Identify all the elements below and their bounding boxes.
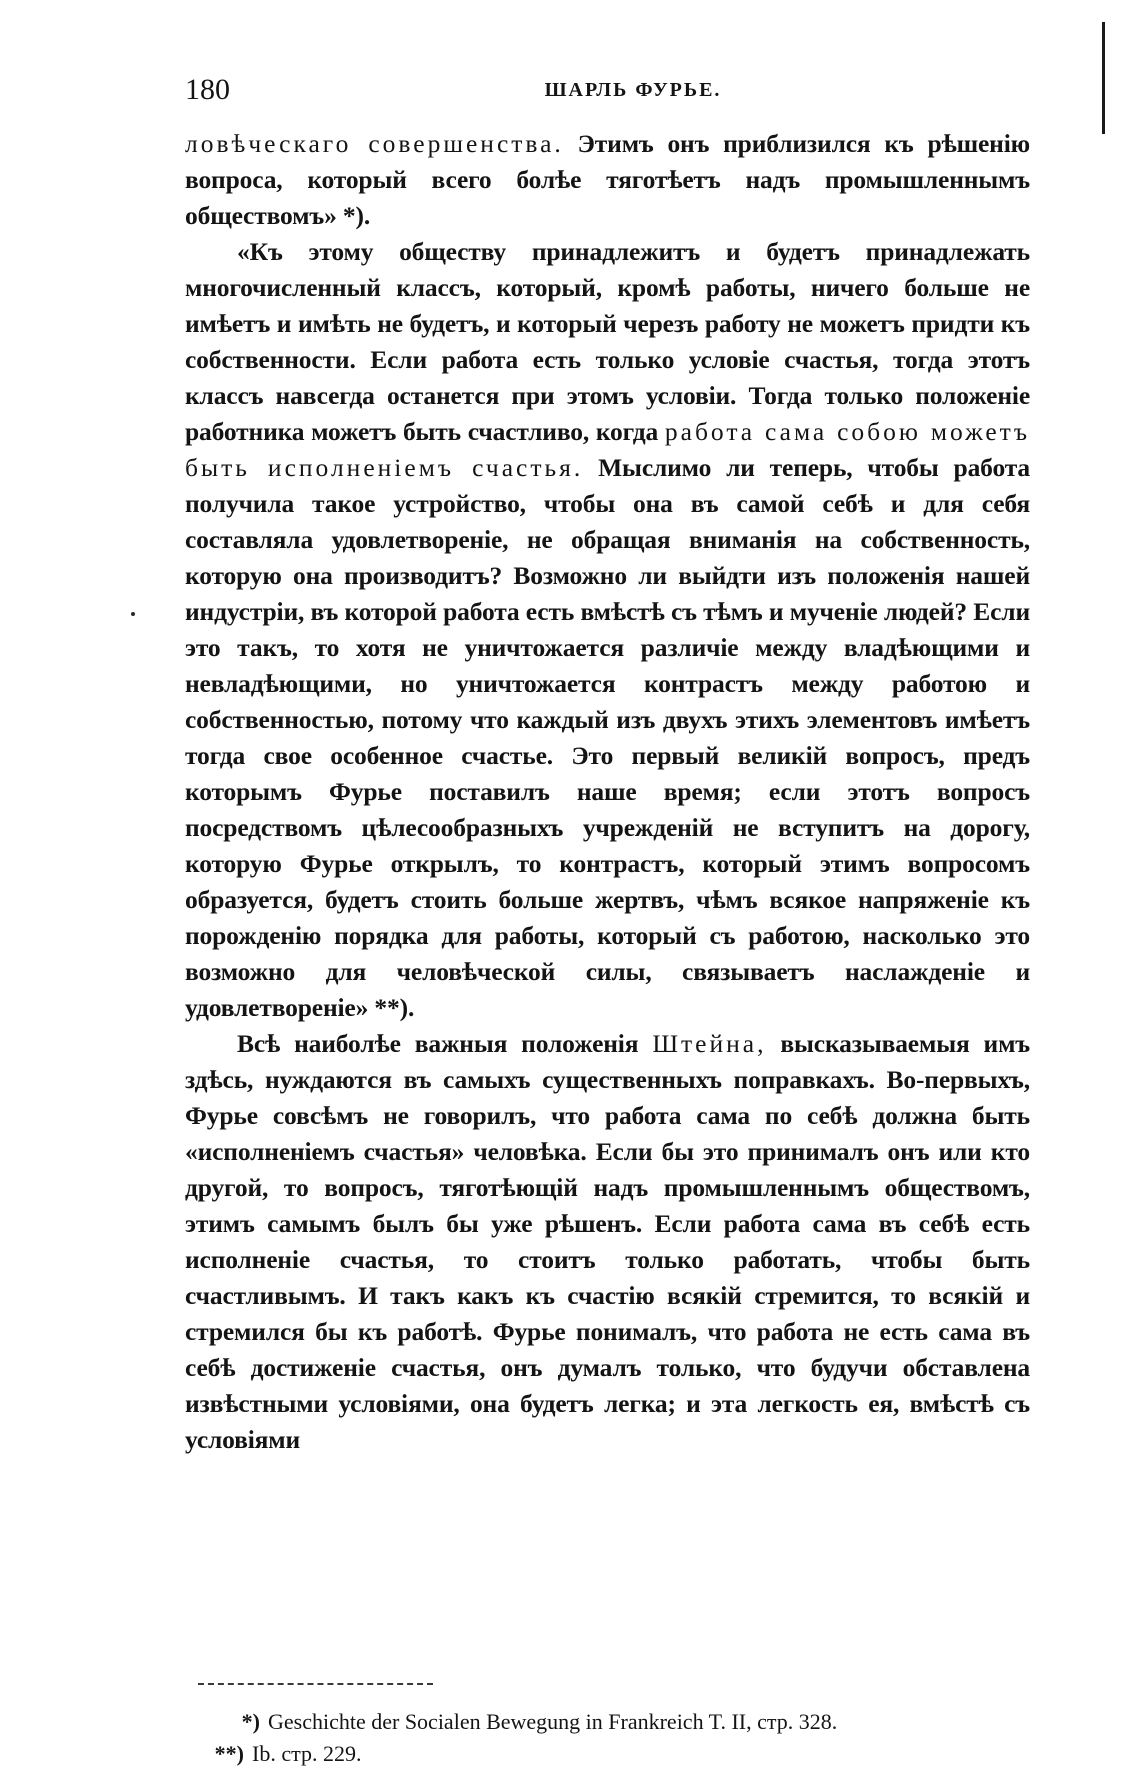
spaced-text: Штейна, xyxy=(652,1029,767,1058)
paragraph-text: высказываемыя имъ здѣсь, нуждаются въ самыхъ существенныхъ поправкахъ. Во-первыхъ, Фурье совсѣмъ не говорилъ, что работа сама по себѣ должна быть «исполненіемъ счастья» человѣка. Если бы это принималъ онъ или кто другой, то вопросъ, тяготѣющій надъ промышленнымъ обществомъ, этимъ самымъ былъ бы уже рѣшенъ. Если работа сама въ себѣ есть исполненіе счастья, то стоитъ только работать, чтобы быть счастливымъ. И такъ какъ къ счастію всякій стремится, то всякій и стремился бы къ работѣ. Фурье понималъ, что работа не есть сама въ себѣ достиженіе счастья, онъ думалъ только, что будучи обставлена извѣстными условіями, она будетъ легка; и эта легкость ея, вмѣстѣ съ условіями xyxy=(185,1029,1031,1454)
footnote-text: Ib. стр. 229. xyxy=(252,1741,362,1766)
footnote-text: Geschichte der Socialen Bewegung in Frankreich T. II, стр. 328. xyxy=(268,1709,838,1734)
paragraph-text: Этимъ онъ приблизился къ рѣшенію вопроса, который всего болѣе тяготѣетъ надъ промышленнымъ обществомъ» *). xyxy=(185,129,1030,230)
footnote-2 xyxy=(214,1738,1040,1770)
footnote-rule xyxy=(198,1683,433,1685)
margin-dot xyxy=(131,612,135,616)
paragraph-text: Всѣ наиболѣе важныя положенія xyxy=(237,1029,653,1058)
paragraph-1 xyxy=(185,126,1030,234)
footnotes xyxy=(214,1706,1040,1770)
paragraph-3 xyxy=(185,1026,1030,1458)
page-number: 180 xyxy=(185,73,230,106)
paragraph-2 xyxy=(185,234,1030,1026)
spaced-text: ловѣческаго совершенства. xyxy=(185,129,564,158)
footnote-1 xyxy=(220,1706,1040,1738)
running-title: ШАРЛЬ ФУРЬЕ. xyxy=(544,79,722,101)
scan-edge-mark xyxy=(1102,22,1105,134)
paragraph-text: «Къ этому обществу принадлежитъ и будетъ принадлежать многочисленный классъ, который, кромѣ работы, ничего больше не имѣетъ и имѣть не будетъ, и который черезъ работу не можетъ придти къ собственности. Если работа есть только условіе счастья, тогда этотъ классъ навсегда останется при этомъ условіи. Тогда только положеніе работника можетъ быть счастливо, когда xyxy=(185,237,1030,446)
main-text xyxy=(185,126,1030,1458)
spaced-text: работа сама собою можетъ быть исполненіемъ счастья. xyxy=(185,417,1031,482)
footnote-mark: *) xyxy=(241,1709,260,1734)
page-header xyxy=(185,70,1065,110)
paragraph-text: Мыслимо ли теперь, чтобы работа получила такое устройство, чтобы она въ самой себѣ и для себя составляла удовлетвореніе, не обращая вниманія на собственность, которую она производитъ? Возможно ли выйдти изъ положенія нашей индустріи, въ которой работа есть вмѣстѣ съ тѣмъ и мученіе людей? Если это такъ, то хотя не уничтожается различіе между владѣющими и невладѣющими, но уничтожается контрастъ между работою и собственностью, потому что каждый изъ двухъ этихъ элементовъ имѣетъ тогда свое особенное счастье. Это первый великій вопросъ, предъ которымъ Фурье поставилъ наше время; если этотъ вопросъ посредствомъ цѣлесообразныхъ учрежденій не вступитъ на дорогу, которую Фурье открылъ, то контрастъ, который этимъ вопросомъ образуется, будетъ стоить больше жертвъ, чѣмъ всякое напряженіе къ порожденію порядка для работы, который съ работою, насколько это возможно для человѣческой силы, связываетъ наслажденіе и удовлетвореніе» **). xyxy=(185,453,1031,1022)
footnote-mark: **) xyxy=(214,1741,244,1766)
